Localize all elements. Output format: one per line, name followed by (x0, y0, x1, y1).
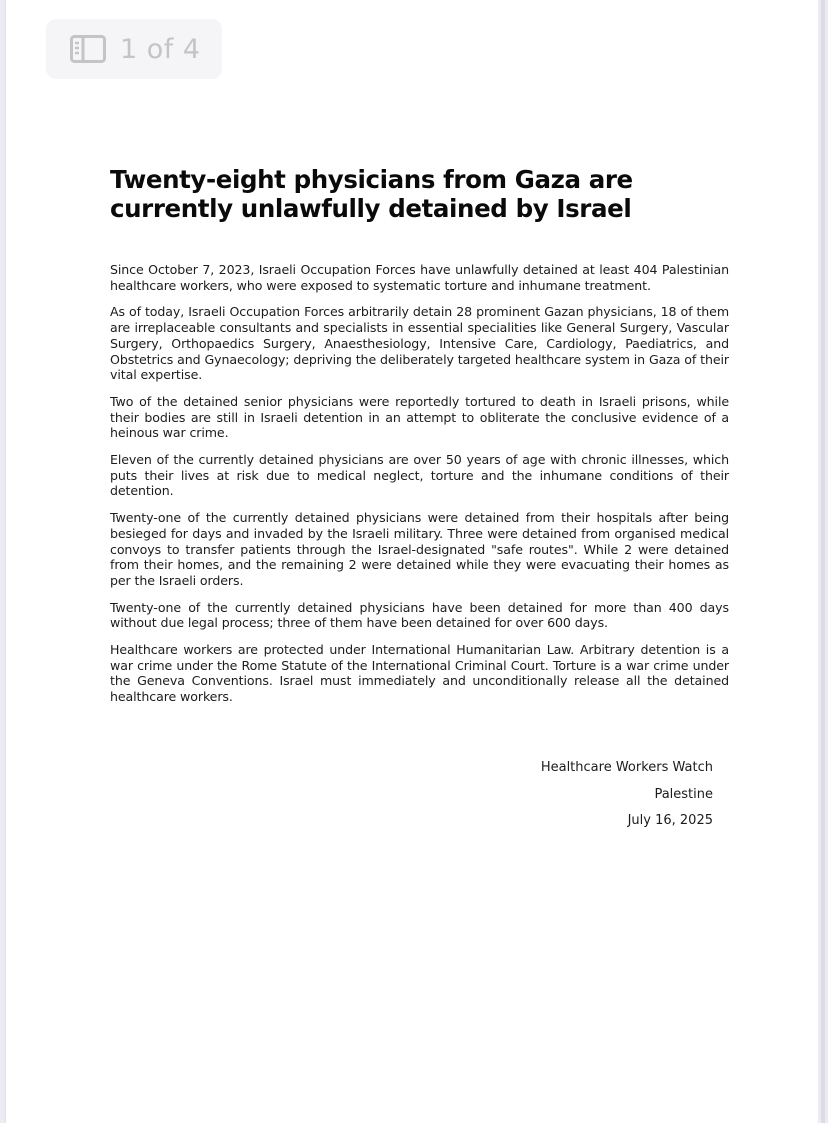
paragraph: Twenty-one of the currently detained physicians were detained from their hospitals after being besieged for days and invaded by the Israeli military. Three were detained from organised medical convoys to transfer patients through the Israel-designated "safe routes". While 2 were detained from their homes, and the remaining 2 were detained while they were evacuating their homes as per the Israeli orders. (110, 510, 729, 588)
page-indicator-label: 1 of 4 (120, 33, 201, 65)
document-body (110, 262, 729, 716)
scrollbar-track[interactable] (821, 0, 825, 1123)
signature-organization: Healthcare Workers Watch (540, 760, 713, 775)
scrollbar[interactable] (818, 0, 828, 1123)
signature-block (541, 759, 713, 839)
paragraph: Healthcare workers are protected under International Humanitarian Law. Arbitrary detention is a war crime under the Rome Statute of the International Criminal Court. Torture is a war crime under the Geneva Conventions. Israel must immediately and unconditionally release all the detained healthcare workers. (110, 642, 729, 705)
paragraph: Two of the detained senior physicians were reportedly tortured to death in Israeli prisons, while their bodies are still in Israeli detention in an attempt to obliterate the conclusive evidence of a heinous war crime. (110, 393, 729, 441)
signature-location: Palestine (654, 786, 713, 802)
signature-date: July 16, 2025 (627, 813, 713, 828)
document-title: Twenty-eight physicians from Gaza are currently unlawfully detained by Israel (110, 165, 633, 223)
page-indicator[interactable] (46, 19, 222, 79)
sidebar-toggle-icon[interactable] (70, 35, 106, 63)
paragraph: As of today, Israeli Occupation Forces arbitrarily detain 28 prominent Gazan physicians, 18 of them are irreplaceable consultants and specialists in essential specialities like General Surgery, Vascular Surgery, Orthopaedics Surgery, Anaesthesiology, Intensive Care, Cardiology, Paediatrics, and Obstetrics and Gynaecology; depriving the deliberately targeted healthcare system in Gaza of their vital expertise. (110, 304, 729, 383)
document-page (6, 0, 818, 1123)
paragraph: Since October 7, 2023, Israeli Occupation Forces have unlawfully detained at least 404 Palestinian healthcare workers, who were exposed to systematic torture and inhumane treatment. (110, 262, 729, 293)
paragraph: Eleven of the currently detained physicians are over 50 years of age with chronic illnesses, which puts their lives at risk due to medical neglect, torture and the inhumane conditions of their detention. (110, 452, 729, 499)
paragraph: Twenty-one of the currently detained physicians have been detained for more than 400 days without due legal process; three of them have been detained for over 600 days. (110, 599, 729, 631)
